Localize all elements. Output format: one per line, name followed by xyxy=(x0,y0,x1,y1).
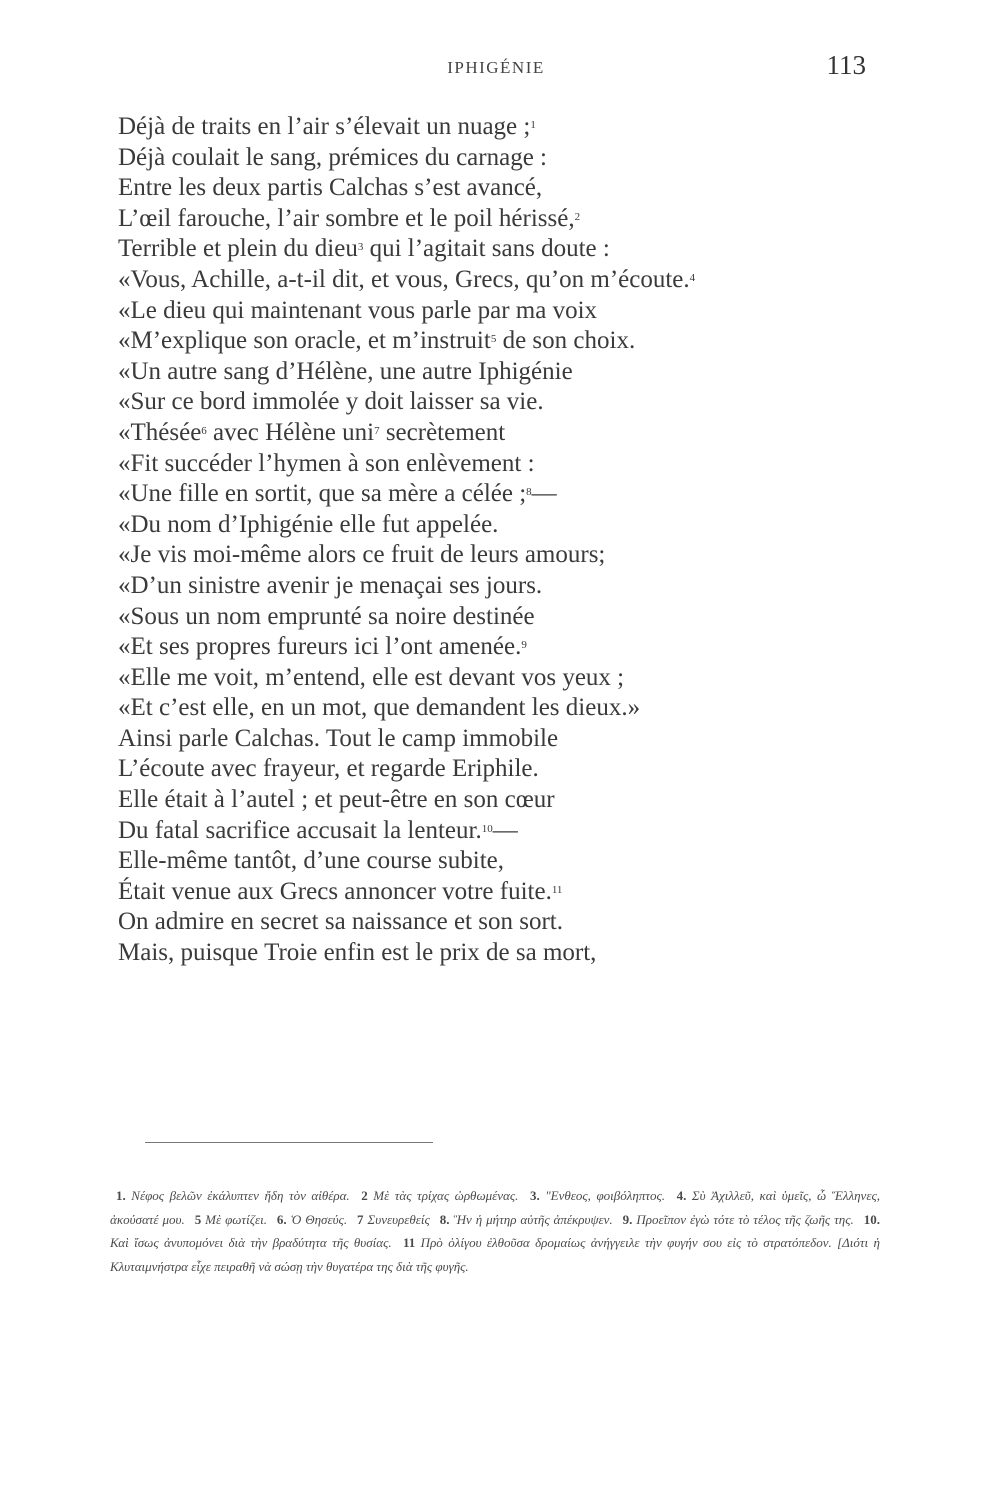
verse-text: «Un autre sang d’Hélène, une autre Iphigénie xyxy=(118,357,573,385)
verse-text: — xyxy=(492,816,518,844)
verse-block xyxy=(118,112,878,969)
verse-text: «Une fille en sortit, que sa mère a célée ; xyxy=(118,480,527,508)
verse-text: Ainsi parle Calchas. Tout le camp immobile xyxy=(118,724,559,752)
verse-text: Terrible et plein du dieu xyxy=(118,235,358,263)
footnote-ref: 7 xyxy=(374,424,380,437)
verse-text: «Elle me voit, m’entend, elle est devant vos yeux ; xyxy=(118,663,625,691)
verse-line xyxy=(118,907,878,938)
verse-line xyxy=(118,326,878,357)
footnote-ref: 2 xyxy=(574,210,581,223)
verse-line xyxy=(118,785,878,816)
verse-text: «M’explique son oracle, et m’instruit xyxy=(118,327,491,355)
verse-line xyxy=(118,204,878,235)
verse-text: «Sur ce bord immolée y doit laisser sa vie. xyxy=(118,388,544,416)
verse-line xyxy=(118,693,878,724)
verse-text: «Et ses propres fureurs ici l’ont amenée. xyxy=(118,633,522,661)
verse-text: «Vous, Achille, a-t-il dit, et vous, Grecs, qu’on m’écoute. xyxy=(118,265,690,293)
verse-line xyxy=(118,357,878,388)
footnote-text: Καὶ ἴσως ἀνυπομόνει διὰ τὴν βραδύτητα τῆς θυσίας. xyxy=(110,1235,397,1250)
verse-text: Mais, puisque Troie enfin est le prix de sa mort, xyxy=(118,939,597,967)
footnote-ref: 11 xyxy=(551,883,563,896)
verse-text: secrètement xyxy=(379,418,506,446)
verse-line xyxy=(118,449,878,480)
verse-line xyxy=(118,418,878,449)
footnote-ref: 6 xyxy=(201,424,207,437)
footnote-ref: 8 xyxy=(526,486,532,499)
verse-text: «Le dieu qui maintenant vous parle par ma voix xyxy=(118,296,598,324)
verse-text: qui l’agitait sans doute : xyxy=(363,235,610,263)
verse-text: — xyxy=(531,480,557,508)
verse-line xyxy=(118,938,878,969)
footnote-number: 7 xyxy=(357,1211,364,1227)
footnote-text: Συνευρεθείς xyxy=(363,1211,434,1227)
footnote-number: 6. xyxy=(276,1211,287,1227)
verse-line xyxy=(118,754,878,785)
verse-text: avec Hélène uni xyxy=(206,418,375,446)
verse-text: Était venue aux Grecs annoncer votre fuite. xyxy=(118,877,552,905)
verse-line xyxy=(118,479,878,510)
verse-text: Entre les deux partis Calchas s’est avancé, xyxy=(118,174,543,202)
footnote-number: 5 xyxy=(194,1211,202,1227)
verse-line xyxy=(118,234,878,265)
footnotes xyxy=(110,1184,880,1278)
verse-text: «Thésée xyxy=(118,418,202,446)
footnote-ref: 5 xyxy=(490,333,497,346)
verse-text: «D’un sinistre avenir je menaçai ses jours. xyxy=(118,571,543,599)
verse-line xyxy=(118,846,878,877)
verse-text: Elle-même tantôt, d’une course subite, xyxy=(118,847,504,875)
verse-line xyxy=(118,112,878,143)
footnote-text: Μὲ φωτίζει. xyxy=(201,1211,271,1227)
verse-text: «Fit succéder l’hymen à son enlèvement : xyxy=(118,449,535,477)
footnote-number: 1. xyxy=(116,1188,126,1203)
footnote-ref: 9 xyxy=(521,639,527,652)
footnote-text: Μὲ τὰς τρίχας ὠρθωμένας. xyxy=(367,1188,524,1203)
verse-line xyxy=(118,724,878,755)
running-title: IPHIGÉNIE xyxy=(447,58,545,77)
verse-line xyxy=(118,602,878,633)
verse-line xyxy=(118,265,878,296)
verse-text: Du fatal sacrifice accusait la lenteur. xyxy=(118,816,482,844)
verse-line xyxy=(118,540,878,571)
verse-text: Déjà coulait le sang, prémices du carnage : xyxy=(118,143,547,171)
footnote-text: Προεῖπον ἐγὼ τότε τὸ τέλος τῆς ζωῆς της. xyxy=(632,1211,858,1227)
footnote-text: Σὺ Ἀχιλλεῦ, καὶ ὑμεῖς, ὦ Ἕλληνες, ἀκούσατέ μου. xyxy=(110,1188,880,1227)
verse-text: de son choix. xyxy=(496,327,636,355)
footnote-number: 10. xyxy=(863,1211,880,1227)
footnote-text: "Ενθεος, φοιβόληπτος. xyxy=(539,1188,671,1203)
verse-line xyxy=(118,173,878,204)
footnote-number: 4. xyxy=(676,1188,687,1203)
footnote-text: Πρὸ ὀλίγου ἐλθοῦσα δρομαίως ἀνήγγειλε τὴν φυγήν σου εἰς τὸ στρατόπεδον. [Διότι ἡ Κλυταιμνήστρα εἶχε πειραθῆ νὰ σώσῃ τὴν θυγατέρα της διὰ τῆς φυγῆς. xyxy=(110,1235,881,1274)
verse-text: Déjà de traits en l’air s’élevait un nuage ; xyxy=(118,113,531,140)
verse-text: «Et c’est elle, en un mot, que demandent les dieux.» xyxy=(118,694,641,722)
footnote-ref: 3 xyxy=(357,241,364,254)
verse-line xyxy=(118,816,878,847)
verse-line xyxy=(118,387,878,418)
verse-text: «Je vis moi-même alors ce fruit de leurs amours; xyxy=(118,541,606,569)
verse-line xyxy=(118,663,878,694)
footnote-text: Ἣν ἡ μήτηρ αὐτῆς ἀπέκρυψεν. xyxy=(449,1211,617,1227)
page-number: 113 xyxy=(826,50,866,80)
footnote-ref: 1 xyxy=(530,119,536,131)
verse-line xyxy=(118,877,878,908)
footnote-number: 3. xyxy=(529,1188,540,1203)
footnote-text: Νέφος βελῶν ἐκάλυπτεν ἤδη τὸν αἰθέρα. xyxy=(125,1188,356,1203)
verse-text: «Du nom d’Iphigénie elle fut appelée. xyxy=(118,510,499,538)
footnote-number: 2 xyxy=(361,1188,368,1203)
verse-text: L’écoute avec frayeur, et regarde Eriphile. xyxy=(118,755,539,783)
verse-line xyxy=(118,571,878,602)
verse-text: Elle était à l’autel ; et peut-être en son cœur xyxy=(118,786,555,814)
verse-line xyxy=(118,632,878,663)
verse-text: «Sous un nom emprunté sa noire destinée xyxy=(118,602,535,630)
footnote-number: 11 xyxy=(403,1235,416,1250)
verse-text: L’œil farouche, l’air sombre et le poil hérissé, xyxy=(118,204,575,232)
footnote-ref: 4 xyxy=(689,271,696,284)
verse-line xyxy=(118,143,878,174)
footnote-text: Ὁ Θησεύς. xyxy=(286,1211,352,1227)
footnote-ref: 10 xyxy=(481,822,493,835)
footnote-number: 8. xyxy=(439,1211,450,1227)
footnote-number: 9. xyxy=(622,1211,633,1227)
verse-line xyxy=(118,510,878,541)
verse-text: On admire en secret sa naissance et son sort. xyxy=(118,908,563,936)
verse-line xyxy=(118,296,878,327)
footnote-rule xyxy=(145,1142,433,1143)
